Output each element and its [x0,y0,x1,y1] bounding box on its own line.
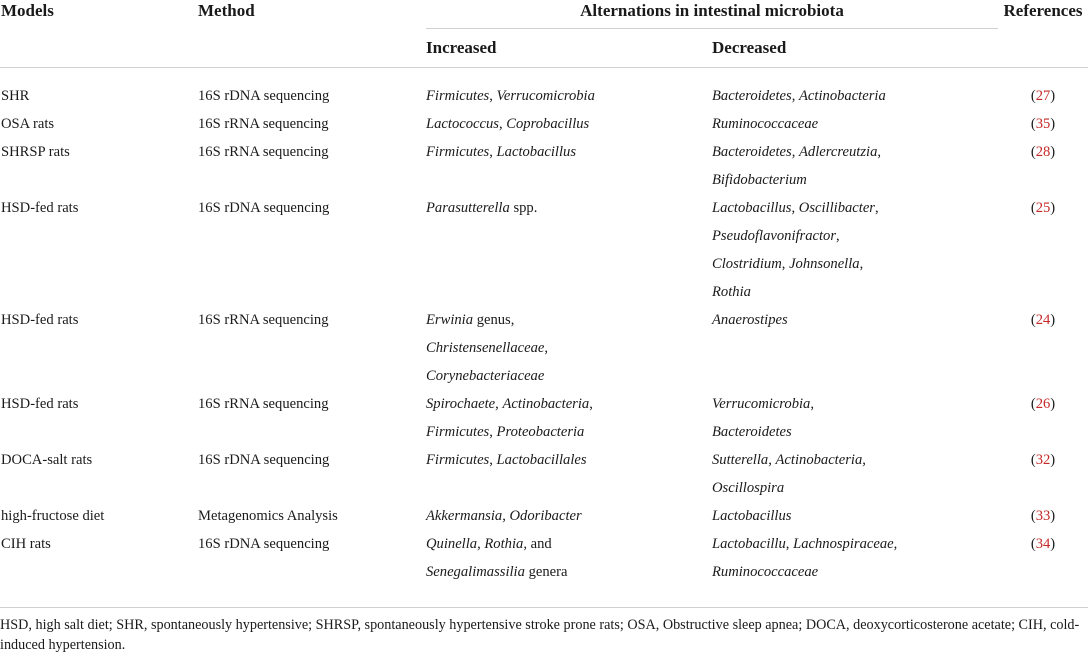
reference-link[interactable]: 35 [1035,116,1051,132]
cell-reference[interactable]: (34) [1030,536,1056,552]
cell-decreased-line: Ruminococcaceae [712,116,819,132]
cell-decreased-line: Lactobacillu, Lachnospiraceae, [712,536,898,552]
cell-increased [426,390,712,446]
cell-model: CIH rats [1,536,51,552]
cell-increased-line: Firmicutes, Proteobacteria [426,424,585,440]
cell-decreased-line: Bacteroidetes, Actinobacteria [712,88,886,104]
cell-model: HSD-fed rats [1,396,79,412]
cell-method: 16S rRNA sequencing [198,144,329,160]
cell-method: 16S rRNA sequencing [198,116,329,132]
cell-model: SHRSP rats [1,144,70,160]
header-models: Models [1,1,54,20]
cell-decreased-line: Oscillospira [712,480,785,496]
cell-increased [426,530,712,586]
cell-increased-line: Firmicutes, Verrucomicrobia [426,88,595,104]
reference-link[interactable]: 34 [1035,536,1051,552]
reference-link[interactable]: 26 [1035,396,1051,412]
cell-decreased [712,306,998,390]
cell-decreased-line: Rothia [712,284,751,300]
cell-increased-line: Spirochaete, Actinobacteria, [426,396,593,412]
cell-method: Metagenomics Analysis [198,508,338,524]
cell-model: HSD-fed rats [1,200,79,216]
table-row [0,194,1088,306]
table-row [0,446,1088,502]
cell-model: SHR [1,88,30,104]
cell-increased-line: Corynebacteriaceae [426,368,545,384]
cell-increased-line: Akkermansia, Odoribacter [426,508,582,524]
cell-decreased-line: Pseudoflavonifractor, [712,228,840,244]
cell-method: 16S rDNA sequencing [198,200,330,216]
cell-decreased [712,138,998,194]
cell-method: 16S rRNA sequencing [198,396,329,412]
reference-link[interactable]: 27 [1035,88,1051,104]
table-row [0,390,1088,446]
reference-link[interactable]: 33 [1035,508,1051,524]
reference-link[interactable]: 25 [1035,200,1051,216]
table-row [0,138,1088,194]
cell-reference[interactable]: (33) [1030,508,1056,524]
cell-increased-line: Quinella, Rothia, and [426,536,552,552]
cell-reference[interactable]: (27) [1030,88,1056,104]
table-row [0,82,1088,110]
cell-increased [426,194,712,306]
reference-link[interactable]: 32 [1035,452,1051,468]
cell-method: 16S rDNA sequencing [198,536,330,552]
cell-decreased [712,110,998,138]
cell-increased [426,446,712,502]
cell-decreased-line: Clostridium, Johnsonella, [712,256,864,272]
cell-model: HSD-fed rats [1,312,79,328]
cell-decreased-line: Anaerostipes [712,312,788,328]
table-row [0,502,1088,530]
cell-reference[interactable]: (32) [1030,452,1056,468]
reference-link[interactable]: 24 [1035,312,1051,328]
cell-decreased-line: Sutterella, Actinobacteria, [712,452,866,468]
cell-increased-line: Lactococcus, Coprobacillus [426,116,590,132]
cell-decreased [712,194,998,306]
cell-model: OSA rats [1,116,55,132]
cell-reference[interactable]: (25) [1030,200,1056,216]
cell-increased-line: Senegalimassilia genera [426,564,568,580]
cell-increased-line: Parasutterella spp. [426,200,538,216]
cell-method: 16S rRNA sequencing [198,312,329,328]
cell-decreased-line: Bacteroidetes [712,424,792,440]
cell-decreased [712,446,998,502]
cell-model: DOCA-salt rats [1,452,93,468]
cell-increased [426,138,712,194]
cell-method: 16S rDNA sequencing [198,88,330,104]
header-decreased: Decreased [712,29,998,68]
cell-reference[interactable]: (24) [1030,312,1056,328]
cell-increased-line: Firmicutes, Lactobacillales [426,452,587,468]
cell-method: 16S rDNA sequencing [198,452,330,468]
cell-decreased-line: Lactobacillus [712,508,792,524]
cell-decreased-line: Ruminococcaceae [712,564,819,580]
cell-increased-line: Erwinia genus, [426,312,515,328]
cell-decreased [712,502,998,530]
cell-decreased-line: Bacteroidetes, Adlercreutzia, [712,144,882,160]
cell-decreased [712,82,998,110]
header-references: References [1003,1,1083,20]
cell-decreased-line: Bifidobacterium [712,172,807,188]
table-row [0,306,1088,390]
cell-reference[interactable]: (26) [1030,396,1056,412]
cell-decreased-line: Lactobacillus, Oscillibacter, [712,200,879,216]
header-increased: Increased [426,29,712,68]
table-row [0,110,1088,138]
cell-decreased [712,530,998,586]
table-row [0,530,1088,586]
cell-increased [426,306,712,390]
cell-increased-line: Firmicutes, Lactobacillus [426,144,577,160]
cell-decreased [712,390,998,446]
cell-decreased-line: Verrucomicrobia, [712,396,815,412]
cell-increased-line: Christensenellaceae, [426,340,548,356]
table-footnote: HSD, high salt diet; SHR, spontaneously hypertensive; SHRSP, spontaneously hypertensive stroke prone rats; OSA, Obstructive sleep apnea; DOCA, deoxycorticosterone acetate; CIH, cold-induced hypertension. [0,607,1088,655]
header-method: Method [198,1,255,20]
cell-reference[interactable]: (35) [1030,116,1056,132]
cell-increased [426,82,712,110]
cell-increased [426,110,712,138]
header-alternations: Alternations in intestinal microbiota [580,1,844,20]
cell-increased [426,502,712,530]
reference-link[interactable]: 28 [1035,144,1051,160]
cell-model: high-fructose diet [1,508,105,524]
cell-reference[interactable]: (28) [1030,144,1056,160]
